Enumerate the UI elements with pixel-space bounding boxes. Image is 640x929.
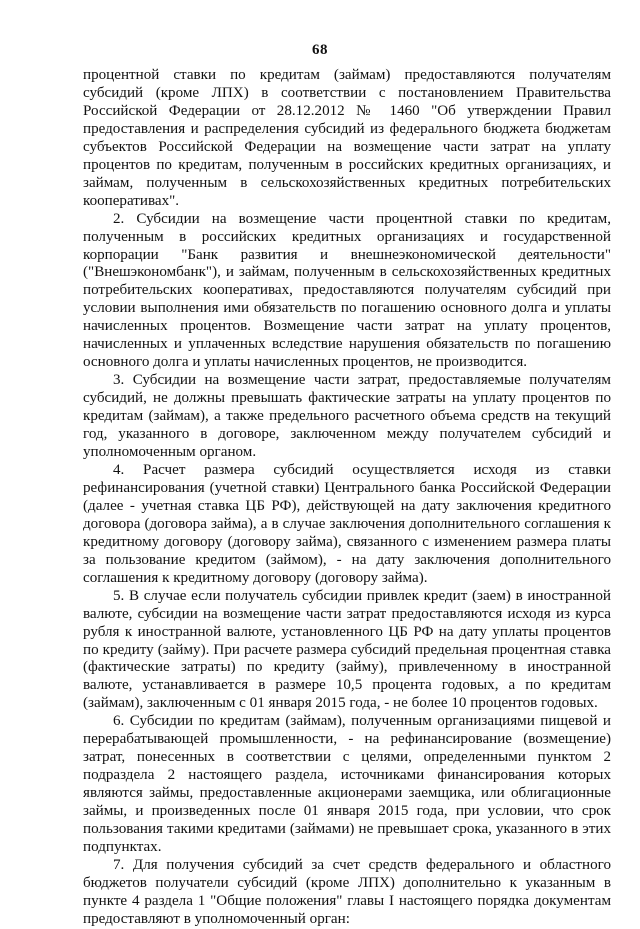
paragraph-3: 3. Субсидии на возмещение части затрат, предоставляемые получателям субсидий, не должны превышать фактические затраты на уплату процентов по кредитам (займам), а также предельного расчетного объема средств на текущий год, указанного в договоре, заключенном между получателем субсидий и уполномоченным органом. — [83, 372, 611, 461]
paragraph-2: 2. Субсидии на возмещение части процентной ставки по кредитам, полученным в российских кредитных организациях и государственной корпорации "Банк развития и внешнеэкономической деятельности" ("Внешэкономбанк"), и займам, полученным в сельскохозяйственных кредитных потребительских кооперативах, предоставляются получателям субсидий при условии выполнения ими обязательств по погашению основного долга и уплаты начисленных процентов. Возмещение части затрат на уплату процентов, начисленных и уплаченных вследствие нарушения обязательств по погашению основного долга и уплаты начисленных процентов, не производится. — [83, 210, 611, 371]
paragraph-5: 5. В случае если получатель субсидии привлек кредит (заем) в иностранной валюте, субсидии на возмещение части затрат предоставляются исходя из курса рубля к иностранной валюте, установленного ЦБ РФ на дату уплаты процентов по кредиту (займу). При расчете размера субсидий предельная процентная ставка (фактические затраты) по кредиту (займу), привлеченному в иностранной валюте, устанавливается в размере 10,5 процента годовых, а по кредитам (займам), заключенным с 01 января 2015 года, - не более 10 процентов годовых. — [83, 587, 611, 712]
paragraph-6: 6. Субсидии по кредитам (займам), полученным организациями пищевой и перерабатывающей промышленности, - на рефинансирование (возмещение) затрат, понесенных в соответствии с целями, определенными пунктом 2 подраздела 2 настоящего раздела, источниками финансирования которых являются займы, предоставленные акционерами заемщика, или облигационные займы, и произведенных после 01 января 2015 года, при условии, что срок пользования такими кредитами (займами) не превышает срока, указанного в этих подпунктах. — [83, 713, 611, 855]
document-body — [83, 67, 611, 929]
paragraph-4: 4. Расчет размера субсидий осуществляется исходя из ставки рефинансирования (учетной ставки) Центрального банка Российской Федерации (далее - учетная ставка ЦБ РФ), действующей на дату заключения кредитного договора (договора займа), а в случае заключения дополнительного соглашения к кредитному договору (договору займа), связанного с изменением размера платы за пользование кредитом (займом), - на дату заключения дополнительного соглашения к кредитному договору (договору займа). — [83, 461, 611, 586]
paragraph-7: 7. Для получения субсидий за счет средств федерального и областного бюджетов получатели субсидий (кроме ЛПХ) дополнительно к указанным в пункте 4 раздела 1 "Общие положения" главы I настоящего порядка документам предоставляют в уполномоченный орган: — [83, 856, 611, 927]
paragraph-continuation: процентной ставки по кредитам (займам) предоставляются получателям субсидий (кроме ЛПХ) в соответствии с постановлением Правительства Российской Федерации от 28.12.2012 № 1460 "Об утверждении Правил предоставления и распределения субсидий из федерального бюджета бюджетам субъектов Российской Федерации на возмещение части затрат на уплату процентов по кредитам, полученным в российских кредитных организациях, и займам, полученным в сельскохозяйственных кредитных потребительских кооперативах". — [83, 67, 611, 209]
page-number: 68 — [312, 42, 328, 58]
